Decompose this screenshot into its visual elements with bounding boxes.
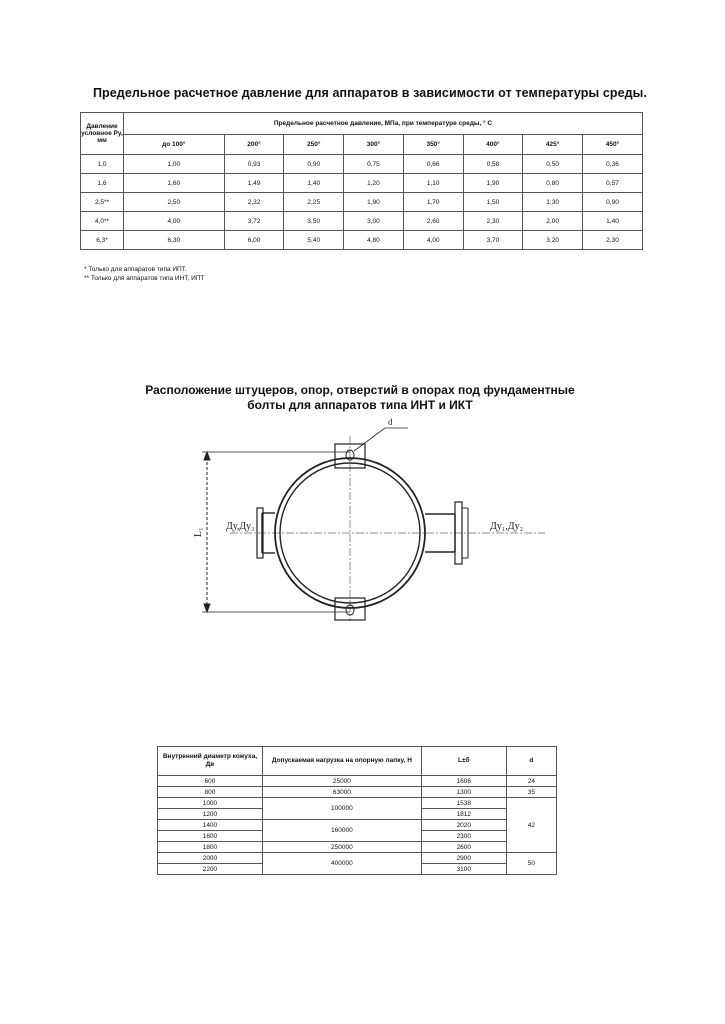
left-nozzle-label: Ду,Ду₃ [226,521,255,532]
pressure-cell: 4,0** [81,212,124,231]
temp-header: 425° [523,135,583,155]
value-cell: 0,58 [463,155,523,174]
value-cell: 6,30 [124,231,225,250]
temp-header: 350° [403,135,463,155]
temp-header: 300° [344,135,404,155]
d-cell: 50 [506,853,556,875]
value-cell: 2,25 [284,193,344,212]
table-row [81,174,643,193]
value-cell: 6,00 [224,231,284,250]
l-cell: 1812 [421,809,506,820]
diameter-header: Внутренний диаметр кожуха, Дв [158,747,263,776]
temp-header: до 100° [124,135,225,155]
l-cell: 2900 [421,853,506,864]
diameter-cell: 1600 [158,831,263,842]
pressure-col-header: Давление условное Ру, мм [81,113,124,155]
diameter-cell: 1400 [158,820,263,831]
table-row [158,842,557,853]
l-cell: 3100 [421,864,506,875]
d-header: d [506,747,556,776]
diameter-cell: 800 [158,787,263,798]
d-cell: 42 [506,798,556,853]
value-cell: 1,50 [463,193,523,212]
value-cell: 2,60 [403,212,463,231]
diameter-cell: 1800 [158,842,263,853]
l-cell: 1538 [421,798,506,809]
diameter-cell: 1000 [158,798,263,809]
hole-diameter-label: d [388,417,393,427]
right-nozzle-label: Ду₁,Ду₂ [490,521,524,532]
pressure-cell: 6,3* [81,231,124,250]
temp-header: 450° [582,135,642,155]
value-cell: 4,00 [403,231,463,250]
footnote: * Только для аппаратов типа ИПТ. [84,266,187,273]
value-cell: 1,70 [403,193,463,212]
value-cell: 5,40 [284,231,344,250]
value-cell: 3,50 [284,212,344,231]
pressure-cell: 1,6 [81,174,124,193]
value-cell: 1,00 [124,155,225,174]
table-header-row [81,113,643,135]
load-cell: 160000 [262,820,421,842]
arrow-icon [204,452,210,460]
value-cell: 2,32 [224,193,284,212]
value-cell: 0,66 [403,155,463,174]
value-cell: 0,90 [284,155,344,174]
table-row [158,798,557,809]
value-cell: 0,90 [582,193,642,212]
value-cell: 1,90 [463,174,523,193]
value-cell: 0,36 [582,155,642,174]
value-cell: 1,49 [224,174,284,193]
l-cell: 2600 [421,842,506,853]
diameter-cell: 2200 [158,864,263,875]
table-header-row [158,747,557,776]
value-cell: 3,72 [224,212,284,231]
value-cell: 1,40 [582,212,642,231]
value-cell: 3,20 [523,231,583,250]
table-row [81,231,643,250]
pressure-table [80,112,643,250]
temp-header: 250° [284,135,344,155]
load-cell: 63000 [262,787,421,798]
value-cell: 1,90 [344,193,404,212]
drawing-title [120,383,600,413]
load-cell: 400000 [262,853,421,875]
pressure-cell: 2,5** [81,193,124,212]
value-cell: 1,30 [523,193,583,212]
load-cell: 100000 [262,798,421,820]
drawing-title-line: болты для аппаратов типа ИНТ и ИКТ [247,398,473,412]
diameter-cell: 1200 [158,809,263,820]
value-cell: 0,93 [224,155,284,174]
l-cell: 2020 [421,820,506,831]
leader-line [354,428,385,451]
temp-header: 200° [224,135,284,155]
value-cell: 0,75 [344,155,404,174]
d-cell: 35 [506,787,556,798]
table-row [81,212,643,231]
value-cell: 4,00 [124,212,225,231]
d-cell: 24 [506,776,556,787]
pressure-cell: 1,0 [81,155,124,174]
drawing-title-line: Расположение штуцеров, опор, отверстий в опорах под фундаментные [145,383,575,397]
value-cell: 3,00 [344,212,404,231]
value-cell: 0,57 [582,174,642,193]
temp-header: 400° [463,135,523,155]
value-cell: 1,40 [284,174,344,193]
footnote: ** Только для аппаратов типа ИНТ, ИПТ [84,275,205,282]
value-cell: 0,80 [523,174,583,193]
load-table [157,746,557,875]
l-cell: 1606 [421,776,506,787]
value-cell: 2,50 [124,193,225,212]
temperature-group-header: Предельное расчетное давление, МПа, при температуре среды, ° С [124,113,643,135]
load-header: Допускаемая нагрузка на опорную лапку, Н [262,747,421,776]
value-cell: 3,70 [463,231,523,250]
load-cell: 25000 [262,776,421,787]
table-row [81,155,643,174]
value-cell: 2,30 [463,212,523,231]
load-cell: 250000 [262,842,421,853]
value-cell: 0,50 [523,155,583,174]
footnotes [84,265,204,283]
diameter-cell: 600 [158,776,263,787]
value-cell: 2,30 [582,231,642,250]
value-cell: 4,80 [344,231,404,250]
l-cell: 2300 [421,831,506,842]
value-cell: 1,60 [124,174,225,193]
l-cell: 1300 [421,787,506,798]
temperature-header-row [81,135,643,155]
table-row [158,820,557,831]
l-header: L±б [421,747,506,776]
value-cell: 1,20 [344,174,404,193]
table-row [158,787,557,798]
pressure-table-title: Предельное расчетное давление для аппаратов в зависимости от температуры среды. [92,86,648,100]
diameter-cell: 2000 [158,853,263,864]
arrow-icon [204,604,210,612]
table-row [81,193,643,212]
value-cell: 2,00 [523,212,583,231]
table-row [158,776,557,787]
table-row [158,853,557,864]
apparatus-drawing [190,416,550,626]
length-label: L₁ [193,527,204,537]
value-cell: 1,10 [403,174,463,193]
